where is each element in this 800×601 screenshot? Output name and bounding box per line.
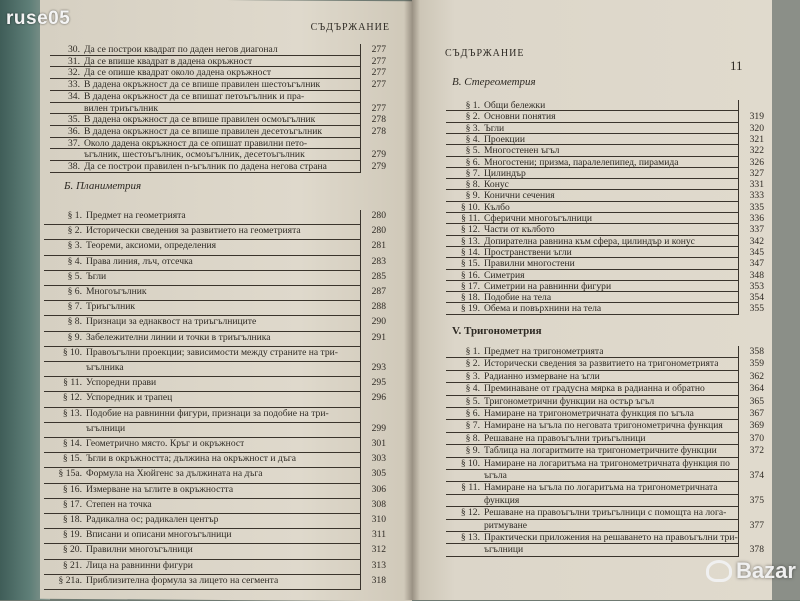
toc-entry-number: § 4.: [465, 383, 480, 395]
toc-entry-title: Геометрично място. Кръг и окръжност: [86, 438, 245, 449]
toc-entry-title: Исторически сведения за развитието на геометрията: [86, 225, 301, 237]
toc-entry-page: 293: [371, 362, 386, 373]
toc-entry: [44, 544, 386, 555]
toc-entry-page: 290: [371, 316, 386, 328]
toc-entry: [44, 453, 386, 464]
toc-entry-title: Измерване на ъглите в окръжността: [86, 483, 234, 495]
toc-entry: [446, 433, 764, 444]
toc-entry-page: 288: [371, 301, 386, 313]
toc-entry-number: 30.: [68, 44, 80, 55]
toc-entry-title: Конус: [484, 179, 509, 191]
toc-entry: [446, 495, 764, 506]
toc-entry-title: Таблица на логаритмите на тригонометричните функции: [484, 445, 717, 457]
toc-entry-number: § 14.: [460, 246, 480, 258]
toc-entry-page: 353: [749, 280, 764, 292]
toc-entry: [50, 161, 386, 172]
toc-entry-page: 337: [749, 224, 764, 236]
toc-entry-title: Цилиндър: [484, 167, 526, 179]
toc-entry-page: 291: [371, 331, 386, 343]
toc-entry-number: § 11.: [461, 482, 480, 494]
toc-entry-page: 358: [749, 346, 764, 357]
toc-entry-number: § 18.: [62, 514, 82, 525]
toc-entry-number: § 5.: [465, 145, 480, 157]
toc-entry: [44, 332, 386, 343]
toc-entry-title: Триъгълник: [86, 301, 135, 313]
toc-vertical-rule: [738, 346, 739, 557]
toc-entry-title: Лица на равнинни фигури: [86, 559, 193, 571]
toc-entry-number: § 2.: [465, 111, 480, 123]
toc-entry: [44, 377, 386, 388]
toc-entry-page: 287: [371, 286, 386, 297]
toc-entry: [446, 358, 764, 369]
toc-entry-number: § 2.: [67, 225, 82, 237]
toc-entry-title: Правилни многостени: [484, 258, 575, 270]
toc-entry: [44, 256, 386, 267]
toc-entry-title: Многостени; призма, паралелепипед, пирамида: [484, 156, 679, 168]
logo-text: Bazar: [736, 558, 796, 583]
toc-entry-title: вилен триъгълник: [84, 102, 159, 114]
toc-entry-page: 279: [371, 161, 386, 172]
toc-entry-number: § 11.: [63, 377, 82, 389]
toc-entry-title: Признаци за еднаквост на триъгълниците: [86, 316, 257, 328]
toc-entry-page: 283: [371, 255, 386, 267]
background-surface: [772, 0, 800, 600]
toc-vertical-rule: [360, 210, 361, 590]
toc-entry-number: § 12.: [460, 224, 480, 236]
toc-entry-page: 333: [749, 190, 764, 202]
toc-entry-page: 364: [749, 383, 764, 395]
toc-entry-number: § 8.: [67, 316, 82, 328]
toc-entry-title: ъгълници: [86, 422, 126, 434]
toc-entry-number: § 14.: [62, 438, 82, 449]
toc-entry-number: § 12.: [62, 392, 82, 404]
toc-entry-title: Подобие на равнинни фигури, признаци за подобие на три-: [86, 407, 329, 419]
toc-entry-title: Да се построи квадрат по даден негов диагонал: [84, 44, 278, 55]
toc-entry-page: 310: [371, 514, 386, 525]
toc-entry-number: § 4.: [67, 255, 82, 267]
toc-entry-number: § 1.: [465, 346, 480, 357]
toc-entry-number: § 12.: [460, 507, 480, 519]
toc-entry-page: 280: [371, 225, 386, 237]
toc-rule: [50, 172, 360, 173]
toc-entry-page: 277: [371, 67, 386, 79]
toc-entry-title: Правоъгълни проекции; зависимости между страните на три-: [86, 346, 338, 358]
logo-icon: [706, 560, 732, 582]
toc-entry-title: функция: [484, 494, 520, 506]
toc-entry-number: § 1.: [465, 100, 480, 111]
toc-entry-number: 32.: [68, 67, 80, 79]
toc-entry: [50, 56, 386, 67]
toc-entry-page: 327: [749, 167, 764, 179]
toc-entry: [44, 301, 386, 312]
toc-entry-page: 372: [749, 445, 764, 457]
toc-entry-page: 318: [371, 574, 386, 586]
toc-entry: [446, 520, 764, 531]
toc-entry-page: 377: [749, 519, 764, 531]
toc-entry-title: Многостенен ъгъл: [484, 145, 560, 157]
toc-entry: [44, 468, 386, 479]
toc-entry-page: 277: [371, 44, 386, 55]
planimetry-heading: Б. Планиметрия: [64, 180, 142, 192]
toc-entry-number: § 9.: [67, 331, 82, 343]
toc-entry-title: ъгъла: [484, 470, 507, 481]
toc-entry-number: § 15а.: [58, 468, 82, 480]
toc-entry-page: 311: [371, 529, 386, 541]
toc-entry-title: Да се впише квадрат в дадена окръжност: [84, 55, 253, 67]
toc-entry-page: 321: [749, 133, 764, 145]
toc-entry-page: 326: [749, 156, 764, 168]
toc-entry: [446, 420, 764, 431]
toc-entry-number: § 4.: [465, 133, 480, 145]
toc-entry-number: § 15.: [460, 258, 480, 270]
toc-entry-number: § 9.: [465, 445, 480, 457]
toc-entry: [44, 575, 386, 586]
toc-entry-number: 34.: [68, 90, 80, 102]
toc-entry-title: ъгълника: [86, 362, 124, 373]
toc-entry-title: Практически приложения на решаването на правоъгълни три-: [484, 532, 738, 543]
toc-entry-title: Ъгли: [484, 122, 505, 134]
toc-entry-number: § 17.: [460, 280, 480, 292]
toc-entry-number: § 15.: [62, 453, 82, 465]
toc-entry-page: 278: [371, 114, 386, 126]
toc-entry-title: Степен на точка: [86, 498, 152, 510]
toc-entry: [44, 499, 386, 510]
toc-entry-page: 348: [749, 269, 764, 281]
toc-rule: [44, 589, 360, 590]
toc-entry-title: Общи бележки: [484, 100, 546, 111]
toc-entry-page: 296: [371, 392, 386, 404]
toc-entry-title: Подобие на тела: [484, 292, 552, 304]
toc-entry-title: Да се построи правилен n-ъгълник по дадена негова страна: [84, 161, 327, 172]
toc-entry-title: Проекции: [484, 133, 525, 145]
toc-entry-page: 277: [371, 102, 386, 114]
toc-entry: [44, 240, 386, 251]
toc-entry-page: 354: [749, 292, 764, 304]
toc-entry-number: § 8.: [465, 432, 480, 444]
toc-entry-title: Предмет на тригонометрията: [484, 346, 604, 357]
trigonometry-heading: V. Тригонометрия: [452, 325, 542, 337]
toc-entry: [50, 79, 386, 90]
toc-entry: [446, 482, 764, 493]
toc-entry-title: Предмет на геометрията: [86, 210, 186, 221]
toc-entry-page: 278: [371, 125, 386, 137]
toc-entry-title: Обема и повърхнини на тела: [484, 303, 602, 315]
toc-entry-number: § 16.: [62, 483, 82, 495]
toc-entry-page: 367: [749, 408, 764, 419]
toc-entry-page: 374: [749, 470, 764, 481]
toc-entry-page: 280: [371, 210, 386, 221]
toc-entry-number: 35.: [68, 114, 80, 126]
toc-entry-title: Преминаване от градусна мярка в радианна и обратно: [484, 383, 705, 395]
toc-entry-title: Симетрии на равнинни фигури: [484, 280, 612, 292]
toc-entry: [44, 423, 386, 434]
toc-entry-number: § 11.: [461, 213, 480, 224]
toc-vertical-rule: [360, 44, 361, 173]
toc-entry-number: 38.: [68, 161, 80, 172]
toc-entry-title: Части от кълбото: [484, 224, 555, 236]
toc-entry-page: 342: [749, 235, 764, 247]
toc-entry-title: Пространствени ъгли: [484, 246, 572, 258]
toc-entry-title: Тригонометрични функции на остър ъгъл: [484, 395, 655, 407]
toc-entry-number: § 6.: [465, 156, 480, 168]
toc-entry-page: 303: [371, 453, 386, 465]
toc-entry-page: 312: [371, 544, 386, 556]
toc-entry-page: 336: [749, 213, 764, 224]
toc-entry: [446, 507, 764, 518]
toc-entry-title: Около дадена окръжност да се опишат правилни пето-: [84, 137, 308, 149]
toc-entry: [44, 560, 386, 571]
toc-entry: [446, 408, 764, 419]
toc-entry: [50, 67, 386, 78]
toc-entry-number: § 13.: [460, 235, 480, 247]
logo: [706, 558, 796, 584]
toc-entry-title: Формула на Хюйгенс за дължината на дъга: [86, 468, 263, 480]
toc-entry-number: § 1.: [67, 210, 82, 221]
toc-entry-page: 365: [749, 395, 764, 407]
right-running-head: СЪДЪРЖАНИЕ: [445, 48, 525, 59]
toc-entry-page: 277: [371, 55, 386, 67]
toc-vertical-rule: [738, 100, 739, 315]
toc-entry: [50, 149, 386, 160]
toc-entry-number: § 3.: [67, 240, 82, 252]
toc-rule: [446, 556, 738, 557]
toc-entry-number: § 20.: [62, 544, 82, 556]
toc-entry-number: § 10.: [460, 457, 480, 469]
toc-entry: [44, 225, 386, 236]
toc-entry-number: 31.: [68, 55, 80, 67]
toc-rule: [446, 314, 738, 315]
toc-entry-page: 322: [749, 145, 764, 157]
toc-entry-number: § 18.: [460, 292, 480, 304]
toc-entry-title: ъгълник, шестоъгълник, осмоъгълник, десетоъгълник: [84, 149, 305, 161]
toc-entry: [446, 470, 764, 481]
toc-entry-title: Кълбо: [484, 201, 510, 213]
toc-entry-page: 281: [371, 240, 386, 252]
toc-entry: [50, 126, 386, 137]
toc-entry-number: § 17.: [62, 498, 82, 510]
toc-entry: [446, 532, 764, 543]
toc-entry-number: § 8.: [465, 179, 480, 191]
toc-entry-page: 345: [749, 246, 764, 258]
toc-entry: [446, 458, 764, 469]
toc-entry-title: Намиране на ъгъла по неговата тригонометрична функция: [484, 420, 723, 432]
toc-entry: [44, 529, 386, 540]
toc-entry-page: 362: [749, 370, 764, 382]
left-running-head: СЪДЪРЖАНИЕ: [310, 22, 390, 33]
toc-entry-number: 36.: [68, 125, 80, 137]
toc-entry: [50, 114, 386, 125]
toc-entry-page: 306: [371, 483, 386, 495]
toc-entry: [50, 91, 386, 102]
toc-entry-title: Намиране на ъгъла по логаритъма на тригонометричната: [484, 482, 718, 494]
toc-entry: [44, 316, 386, 327]
toc-entry-title: ъгълници: [484, 544, 524, 556]
toc-entry-number: § 9.: [465, 190, 480, 202]
toc-entry-page: 378: [749, 544, 764, 556]
toc-entry: [50, 44, 386, 55]
toc-entry-title: В дадена окръжност да се впише правилен шестоъгълник: [84, 79, 321, 91]
toc-entry: [446, 346, 764, 357]
toc-entry-title: Забележителни линии и точки в триъгълника: [86, 331, 271, 343]
toc-entry: [44, 392, 386, 403]
toc-entry: [44, 484, 386, 495]
toc-entry-page: 369: [749, 420, 764, 432]
toc-entry-title: В дадена окръжност да се впишат петоъгълник и пра-: [84, 90, 305, 102]
toc-entry-page: 320: [749, 122, 764, 134]
toc-entry: [44, 210, 386, 221]
toc-entry-number: 37.: [68, 137, 80, 149]
toc-entry-number: § 3.: [465, 370, 480, 382]
toc-entry: [44, 286, 386, 297]
toc-entry-number: § 6.: [67, 286, 82, 297]
toc-entry-number: § 7.: [465, 420, 480, 432]
toc-entry-title: ритмуване: [484, 519, 528, 531]
toc-entry-page: 355: [749, 303, 764, 315]
toc-entry-title: Приблизителна формула за лицето на сегмента: [86, 574, 279, 586]
toc-entry-title: Исторически сведения за развитието на тригонометрията: [484, 358, 719, 370]
toc-entry-title: Радианно измерване на ъгли: [484, 370, 600, 382]
toc-entry-title: Конични сечения: [484, 190, 555, 202]
toc-entry-number: § 7.: [67, 301, 82, 313]
toc-entry: [44, 438, 386, 449]
toc-entry-title: Допирателна равнина към сфера, цилиндър и конус: [484, 235, 695, 247]
toc-entry-number: § 2.: [465, 358, 480, 370]
toc-entry: [50, 103, 386, 114]
toc-entry-page: 375: [749, 494, 764, 506]
toc-entry-page: 347: [749, 258, 764, 270]
toc-entry-title: Правилни многоъгълници: [86, 544, 193, 556]
toc-entry-number: § 16.: [460, 269, 480, 281]
toc-entry-number: § 10.: [62, 346, 82, 358]
toc-entry: [44, 514, 386, 525]
toc-entry-page: 331: [749, 179, 764, 191]
toc-entry-title: Радикална ос; радикален център: [86, 514, 219, 525]
toc-entry-number: § 7.: [465, 167, 480, 179]
toc-entry-page: 313: [371, 559, 386, 571]
toc-entry-number: § 5.: [67, 270, 82, 282]
toc-entry-title: Сферични многоъгълници: [484, 213, 592, 224]
toc-entry: [44, 362, 386, 373]
toc-entry-title: Решаване на правоъгълни триъгълници с помощта на лога-: [484, 507, 727, 519]
toc-entry-title: В дадена окръжност да се впише правилен десетоъгълник: [84, 125, 323, 137]
toc-entry-number: § 10.: [460, 201, 480, 213]
toc-entry: [44, 347, 386, 358]
toc-entry: [44, 271, 386, 282]
toc-entry-title: Ъгли: [86, 270, 107, 282]
toc-entry-number: § 21а.: [58, 574, 82, 586]
toc-entry: [50, 138, 386, 149]
toc-entry-title: Успоредник и трапец: [86, 392, 173, 404]
toc-entry-page: 370: [749, 432, 764, 444]
toc-entry-title: Права линия, лъч, отсечка: [86, 255, 193, 267]
toc-entry: [446, 544, 764, 555]
toc-entry-page: 335: [749, 201, 764, 213]
toc-entry-page: 279: [371, 149, 386, 161]
toc-entry-number: § 3.: [465, 122, 480, 134]
toc-entry-title: В дадена окръжност да се впише правилен осмоъгълник: [84, 114, 316, 126]
book-gutter: [404, 0, 420, 600]
toc-entry-number: § 6.: [465, 408, 480, 419]
toc-entry-title: Успоредни прави: [86, 377, 157, 389]
toc-entry-page: 277: [371, 79, 386, 91]
toc-entry: [44, 408, 386, 419]
toc-entry-page: 299: [371, 422, 386, 434]
stereometry-heading: В. Стереометрия: [452, 76, 536, 88]
toc-entry-page: 308: [371, 498, 386, 510]
toc-entry-page: 301: [371, 438, 386, 449]
toc-entry-title: Теореми, аксиоми, определения: [86, 240, 217, 252]
toc-entry-page: 295: [371, 377, 386, 389]
toc-entry-number: § 13.: [460, 532, 480, 543]
toc-entry: [446, 396, 764, 407]
toc-entry-title: Основни понятия: [484, 111, 556, 123]
toc-entry-page: 319: [749, 111, 764, 123]
toc-entry-title: Намиране на тригонометричната функция по ъгъла: [484, 408, 694, 419]
toc-entry: [446, 383, 764, 394]
toc-entry-title: Вписани и описани многоъгълници: [86, 529, 232, 541]
toc-entry-title: Многоъгълник: [86, 286, 147, 297]
toc-entry: [446, 371, 764, 382]
toc-entry-number: § 13.: [62, 407, 82, 419]
toc-entry-number: § 19.: [460, 303, 480, 315]
toc-entry-title: Намиране на логаритъма на тригонометричната функция по: [484, 457, 730, 469]
toc-entry-number: § 21.: [62, 559, 82, 571]
toc-entry-page: 285: [371, 270, 386, 282]
toc-entry-title: Решаване на правоъгълни триъгълници: [484, 432, 646, 444]
toc-entry-page: 305: [371, 468, 386, 480]
toc-entry-page: 359: [749, 358, 764, 370]
toc-entry-title: Да се опише квадрат около дадена окръжност: [84, 67, 272, 79]
toc-entry-title: Ъгли в окръжността; дължина на окръжност и дъга: [86, 453, 296, 465]
toc-entry-number: § 5.: [465, 395, 480, 407]
watermark-text: ruse05: [6, 8, 71, 29]
toc-entry-number: § 19.: [62, 529, 82, 541]
right-page-number: 11: [730, 58, 743, 73]
toc-entry: [446, 445, 764, 456]
toc-entry-number: 33.: [68, 79, 80, 91]
toc-entry-title: Симетрия: [484, 269, 525, 281]
